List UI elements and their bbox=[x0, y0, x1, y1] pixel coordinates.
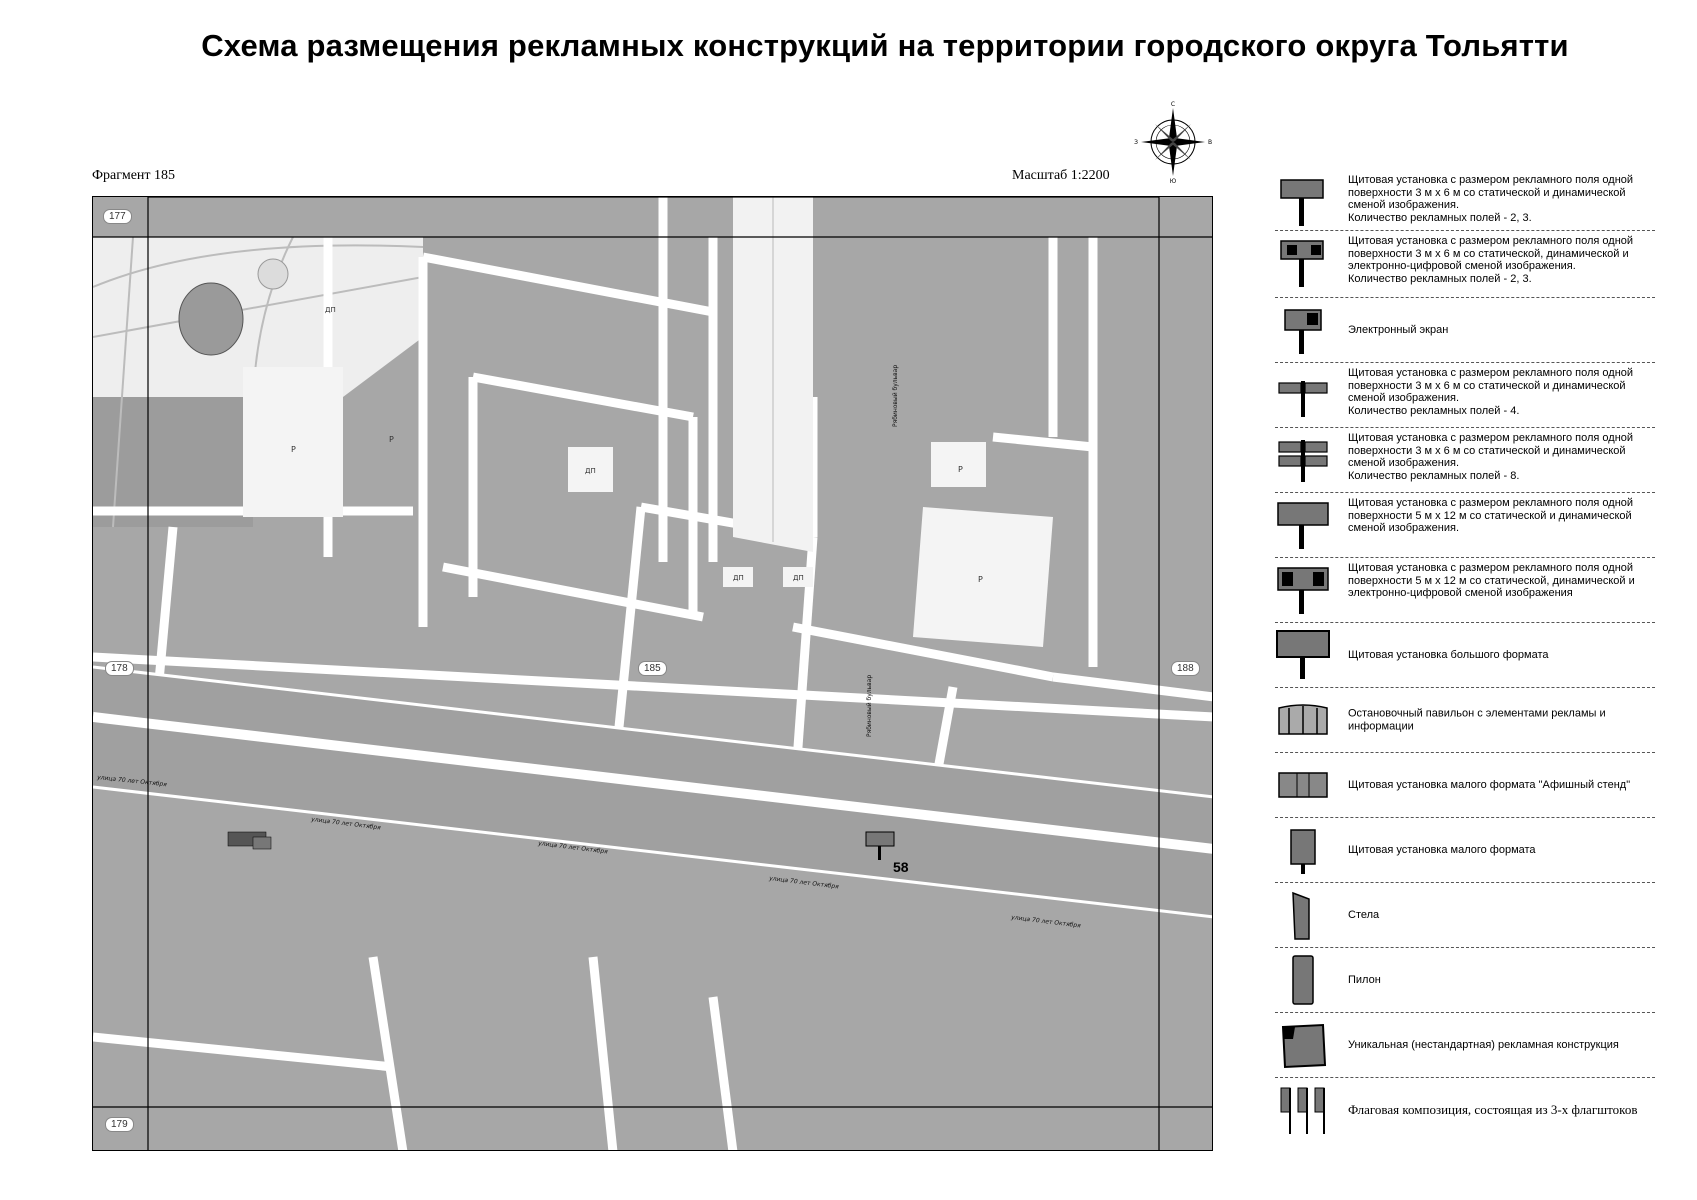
roundabout-island bbox=[179, 283, 243, 355]
small-format-billboard-icon bbox=[1275, 824, 1331, 876]
billboard-3x6-digital-icon bbox=[1275, 237, 1331, 289]
legend-item bbox=[1275, 623, 1655, 688]
legend-text: Остановочный павильон с элементами рекламы и информации bbox=[1348, 707, 1606, 732]
boulevard-label-2: Рябиновый бульвар bbox=[866, 674, 873, 737]
billboard-4-fields-icon bbox=[1275, 369, 1331, 421]
parking-label-2: P bbox=[958, 465, 963, 474]
compass-rose-icon bbox=[1133, 100, 1213, 184]
street-label-1: улица 70 лет Октября bbox=[96, 774, 168, 789]
playground-label-4: ДП bbox=[325, 306, 336, 314]
adjacent-fragment-178[interactable]: 178 bbox=[105, 661, 134, 676]
unique-construction-icon bbox=[1275, 1019, 1331, 1071]
billboard-3x6-icon bbox=[1275, 176, 1331, 228]
legend-item bbox=[1275, 170, 1655, 231]
parking-area-3 bbox=[913, 507, 1053, 647]
legend-item bbox=[1275, 493, 1655, 558]
legend-text: Электронный экран bbox=[1348, 323, 1449, 336]
parking-label-1: P bbox=[291, 445, 296, 454]
poster-stand-icon bbox=[1275, 759, 1331, 811]
legend-text: Флаговая композиция, состоящая из 3-х флагштоков bbox=[1348, 1102, 1638, 1117]
bus-stop-pavilion-icon bbox=[1275, 694, 1331, 746]
legend-item bbox=[1275, 883, 1655, 948]
boulevard-label-1: Рябиновый бульвар bbox=[892, 364, 899, 427]
legend-item bbox=[1275, 298, 1655, 363]
legend-item bbox=[1275, 363, 1655, 428]
map-frame[interactable] bbox=[92, 196, 1213, 1151]
legend-text: Щитовая установка большого формата bbox=[1348, 648, 1549, 661]
street-label-4: улица 70 лет Октября bbox=[768, 875, 840, 891]
legend-item bbox=[1275, 818, 1655, 883]
adjacent-fragment-179[interactable]: 179 bbox=[105, 1117, 134, 1132]
legend-text: Щитовая установка с размером рекламного поля одной поверхности 3 м х 6 м со статической и динамической сменой изображения. Количество рекламных полей - 8. bbox=[1348, 432, 1634, 482]
electronic-screen-icon bbox=[1275, 304, 1331, 356]
legend-item bbox=[1275, 948, 1655, 1013]
compass-east: В bbox=[1207, 139, 1213, 146]
parking-label-4: P bbox=[389, 435, 394, 444]
playground-label-3: ДП bbox=[793, 574, 804, 582]
street-label-3: улица 70 лет Октября bbox=[537, 840, 609, 856]
billboard-5x12-icon bbox=[1275, 499, 1331, 551]
legend-text: Щитовая установка малого формата bbox=[1348, 843, 1536, 856]
street-label-5: улица 70 лет Октября bbox=[1010, 914, 1082, 930]
legend-item bbox=[1275, 753, 1655, 818]
scale-label: Масштаб 1:2200 bbox=[1012, 168, 1110, 183]
large-format-billboard-icon bbox=[1275, 629, 1331, 681]
legend bbox=[1275, 170, 1655, 1142]
playground-label-1: ДП bbox=[585, 467, 596, 475]
bus-stop-pavilion-marker[interactable] bbox=[228, 832, 271, 849]
legend-item bbox=[1275, 231, 1655, 298]
billboard-8-fields-icon bbox=[1275, 434, 1331, 486]
legend-text: Пилон bbox=[1348, 973, 1381, 986]
legend-text: Щитовая установка с размером рекламного поля одной поверхности 3 м х 6 м со статической и динамической сменой изображения. Количество рекламных полей - 2, 3. bbox=[1348, 174, 1634, 224]
pylon-icon bbox=[1275, 954, 1331, 1006]
construction-number-58: 58 bbox=[893, 859, 909, 875]
legend-text: Щитовая установка с размером рекламного поля одной поверхности 3 м х 6 м со статической, динамической и электронно-цифровой сменой изображения. Количество рекламных полей - 2, 3. bbox=[1348, 235, 1634, 285]
legend-item bbox=[1275, 558, 1655, 623]
street-label-2: улица 70 лет Октября bbox=[310, 816, 382, 832]
legend-item bbox=[1275, 1013, 1655, 1078]
compass-north: С bbox=[1170, 101, 1176, 108]
billboard-5x12-digital-icon bbox=[1275, 564, 1331, 616]
compass-south: Ю bbox=[1169, 178, 1177, 184]
legend-item bbox=[1275, 1078, 1655, 1142]
legend-text: Стела bbox=[1348, 908, 1380, 921]
legend-text: Уникальная (нестандартная) рекламная конструкция bbox=[1348, 1038, 1619, 1051]
legend-item bbox=[1275, 428, 1655, 493]
legend-text: Щитовая установка с размером рекламного поля одной поверхности 3 м х 6 м со статической и динамической сменой изображения. Количество рекламных полей - 4. bbox=[1348, 367, 1634, 417]
legend-text: Щитовая установка малого формата "Афишный стенд" bbox=[1348, 778, 1631, 791]
flag-composition-icon bbox=[1275, 1084, 1331, 1136]
stele-icon bbox=[1275, 889, 1331, 941]
adjacent-fragment-188[interactable]: 188 bbox=[1171, 661, 1200, 676]
current-fragment-185: 185 bbox=[638, 661, 667, 676]
playground-label-2: ДП bbox=[733, 574, 744, 582]
adjacent-fragment-177[interactable]: 177 bbox=[103, 209, 132, 224]
compass-west: З bbox=[1134, 139, 1138, 146]
legend-text: Щитовая установка с размером рекламного поля одной поверхности 5 м х 12 м со статической, динамической и электронно-цифровой сменой изображения bbox=[1348, 562, 1635, 599]
parking-area-1 bbox=[243, 367, 343, 517]
fragment-label: Фрагмент 185 bbox=[92, 168, 176, 183]
legend-text: Щитовая установка с размером рекламного поля одной поверхности 5 м х 12 м со статической и динамической сменой изображения. bbox=[1348, 497, 1634, 534]
legend-item bbox=[1275, 688, 1655, 753]
parking-label-3: P bbox=[978, 575, 983, 584]
page-title: Схема размещения рекламных конструкций на территории городского округа Тольятти bbox=[201, 28, 1569, 63]
